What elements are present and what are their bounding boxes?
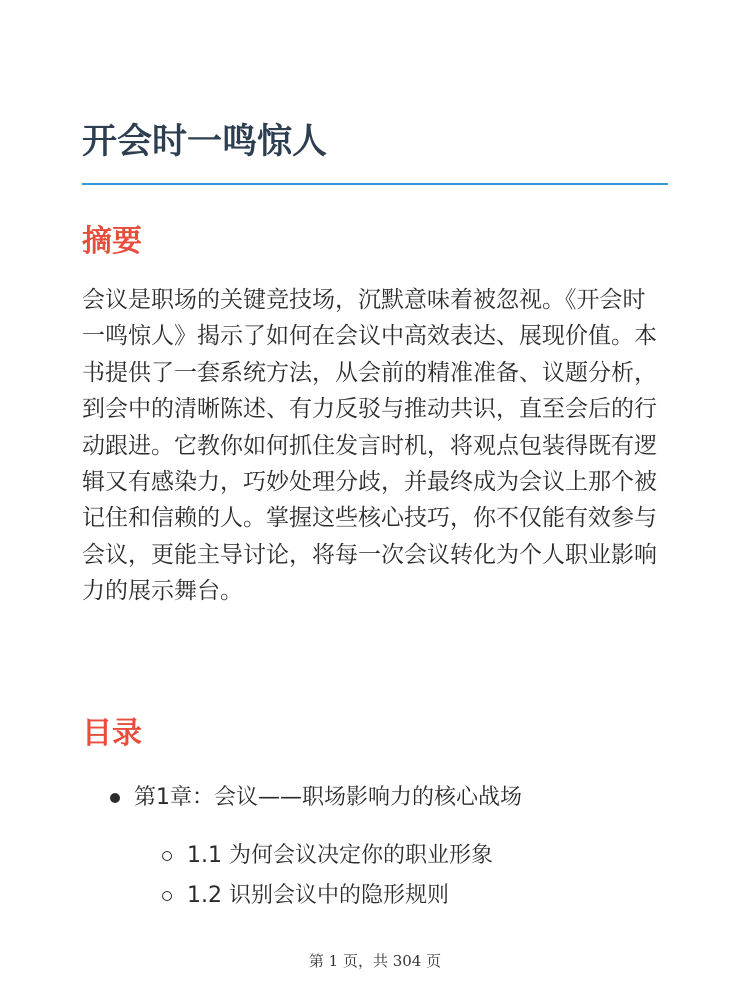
toc-section-label: 1.1 为何会议决定你的职业形象 — [187, 843, 493, 868]
toc-chapter-item — [82, 778, 668, 818]
document-title: 开会时一鸣惊人 — [82, 122, 328, 162]
toc-chapter-label: 第1章：会议——职场影响力的核心战场 — [134, 785, 522, 810]
summary-paragraph: 会议是职场的关键竞技场，沉默意味着被忽视。《开会时一鸣惊人》揭示了如何在会议中高效表达、展现价值。本书提供了一套系统方法，从会前的精准准备、议题分析，到会中的清晰陈述、有力反驳与推动共识，直至会后的行动跟进。它教你如何抓住发言时机，将观点包装得既有逻辑又有感染力，巧妙处理分歧，并最终成为会议上那个被记住和信赖的人。掌握这些核心技巧，你不仅能有效参与会议，更能主导讨论，将每一次会议转化为个人职业影响力的展示舞台。 — [82, 287, 657, 605]
toc-section-item — [82, 876, 668, 916]
toc-heading: 目录 — [82, 716, 142, 751]
bullet-disc-icon — [110, 793, 120, 803]
summary-heading: 摘要 — [82, 224, 142, 259]
title-divider — [82, 183, 668, 185]
toc-section-label: 1.2 识别会议中的隐形规则 — [187, 883, 449, 908]
page-number: 第 1 页，共 304 页 — [308, 952, 442, 970]
toc-sublist — [82, 836, 668, 916]
bullet-circle-icon — [162, 851, 172, 861]
bullet-circle-icon — [162, 891, 172, 901]
toc-list — [82, 778, 668, 818]
toc-section-item — [82, 836, 668, 876]
